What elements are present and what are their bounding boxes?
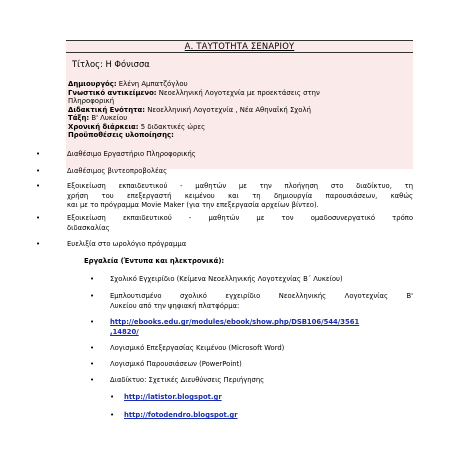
bullet-icon: •: [36, 182, 41, 190]
tool-item-word: • Λογισμικό Επεξεργασίας Κειμένου (Microsoft Word): [90, 344, 285, 352]
fotodendro-link[interactable]: http://fotodendro.blogspot.gr: [124, 411, 238, 419]
bullet-icon: •: [90, 360, 95, 368]
tool-item-internet: • Διαδίκτυο: Σχετικές Διευθύνσεις Περιήγησης: [90, 376, 265, 384]
subject-line: Γνωστικό αντικείμενο: Νεοελληνική Λογοτεχνία με προεκτάσεις στην: [68, 88, 320, 97]
duration-line: Χρονική διάρκεια: 5 διδακτικές ώρες: [68, 122, 206, 131]
class-line: Τάξη: Β' Λυκείου: [68, 114, 128, 122]
bullet-icon: •: [90, 344, 95, 352]
ebook-link[interactable]: http://ebooks.edu.gr/modules/ebook/show.php/DSB106/544/3561: [110, 318, 360, 326]
prereq-item-teamwork: • Εξοικείωση εκπαιδευτικού - μαθητών με τον ομαδοσυνεργατικό τρόπο διδασκαλίας: [36, 214, 413, 232]
prereq-item-projector: • Διαθέσιμος βιντεοπροβολέας: [36, 167, 168, 175]
bullet-icon: •: [110, 393, 115, 401]
tool-item-ebook-link: [90, 318, 413, 337]
link-item-fotodendro: [110, 411, 238, 421]
tools-heading: Εργαλεία (Έντυπα και ηλεκτρονικά):: [84, 257, 225, 265]
link-item-latistor: [110, 393, 222, 403]
unit-line: Διδακτική Ενότητα: Νεοελληνική Λογοτεχνία , Νέα Αθηναϊκή Σχολή: [68, 105, 311, 114]
tool-item-powerpoint: • Λογισμικό Παρουσιάσεων (PowerPoint): [90, 360, 242, 368]
prerequisites-heading: Προϋποθέσεις υλοποίησης:: [68, 131, 174, 139]
bullet-icon: •: [110, 411, 115, 419]
bullet-icon: •: [36, 214, 41, 222]
tool-item-enriched-textbook: • Εμπλουτισμένο σχολικό εγχειρίδιο Νεοελληνικής Λογοτεχνίας Β' Λυκείου από την ψηφιακή πλατφόρμα:: [90, 292, 413, 310]
scenario-metadata: [68, 80, 408, 140]
section-title-bar: [66, 40, 413, 53]
bullet-icon: •: [36, 240, 41, 248]
bullet-icon: •: [36, 167, 41, 175]
ebook-link-cont[interactable]: ,14820/: [110, 327, 139, 336]
bullet-icon: •: [90, 318, 95, 326]
prereq-item-familiarity: • Εξοικείωση εκπαιδευτικού - μαθητών με την πλοήγηση στο διαδίκτυο, τη χρήση του επεξεργαστή κειμένου και τη δημιουργία παρουσιάσεων, καθώς και με το πρόγραμμα Movie Maker (για την επεξεργασία αρχείων βίντεο).: [36, 182, 413, 209]
bullet-icon: •: [90, 275, 95, 283]
creator-line: Δημιουργός: Ελένη Αμπατζόγλου: [68, 80, 188, 88]
bullet-icon: •: [36, 150, 41, 158]
section-title: Α. ΤΑΥΤΟΤΗΤΑ ΣΕΝΑΡΙΟΥ: [184, 41, 295, 51]
scenario-title: Τίτλος: Η Φόνισσα: [72, 59, 150, 69]
prereq-item-lab: • Διαθέσιμο Εργαστήριο Πληροφορικής: [36, 150, 196, 158]
bullet-icon: •: [90, 376, 95, 384]
prereq-item-schedule: • Ευελιξία στο ωρολόγιο πρόγραμμα: [36, 240, 187, 248]
subject-line-cont: Πληροφορική: [68, 97, 115, 105]
latistor-link[interactable]: http://latistor.blogspot.gr: [124, 393, 222, 401]
tool-item-textbook: • Σχολικό Εγχειρίδιο (Κείμενα Νεοελληνικής Λογοτεχνίας Β΄ Λυκείου): [90, 275, 343, 283]
bullet-icon: •: [90, 292, 95, 300]
